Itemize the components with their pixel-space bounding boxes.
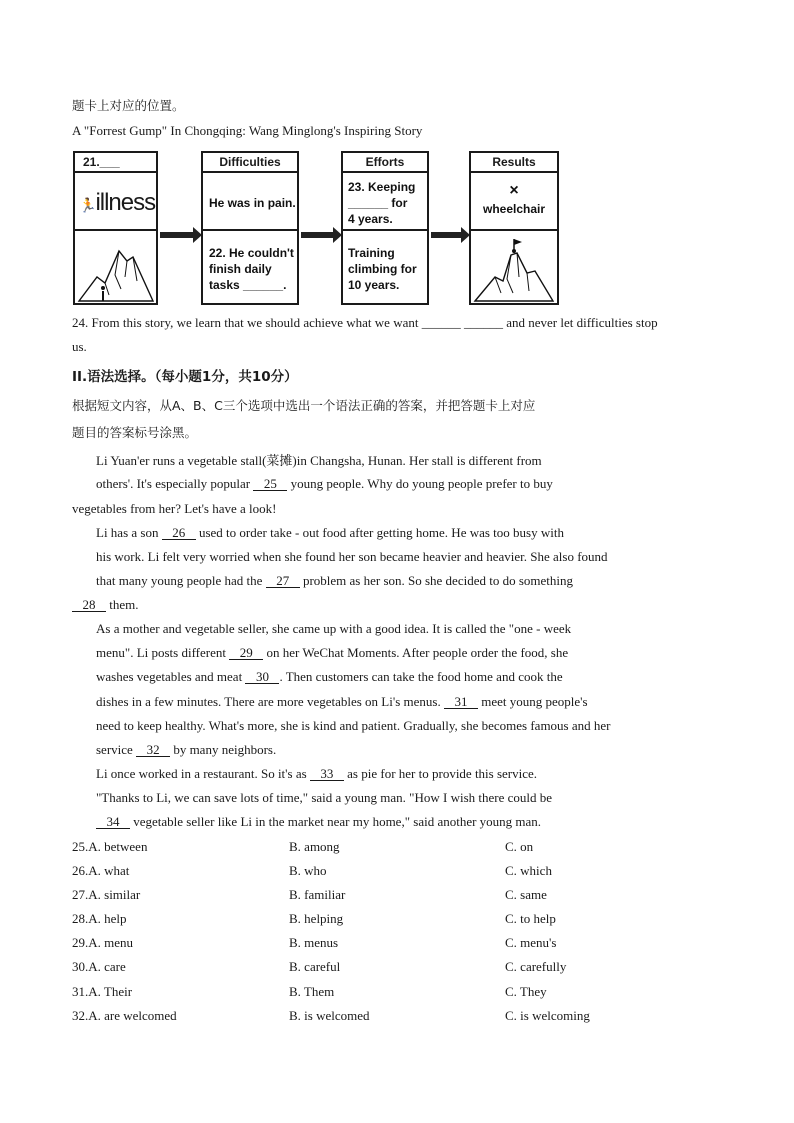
option-32-a[interactable]: 32.A. are welcomed xyxy=(72,1008,177,1023)
box-difficulties-bottom xyxy=(203,229,297,305)
difficulty-q22: 22. He couldn't finish daily tasks ______. xyxy=(209,246,294,292)
effort-training: Training climbing for 10 years. xyxy=(348,246,417,292)
blank-25[interactable]: 25 xyxy=(253,477,287,491)
illness-text: illness xyxy=(95,189,156,216)
passage-line: others'. It's especially popular 25 young people. Why do young people prefer to buy xyxy=(96,476,553,491)
blank-31[interactable]: 31 xyxy=(444,695,478,709)
passage-line: menu". Li posts different 29 on her WeChat Moments. After people order the food, she xyxy=(96,645,569,660)
option-27-c[interactable]: C. same xyxy=(505,887,547,902)
effort-q23: 23. Keeping ______ for 4 years. xyxy=(348,180,416,226)
passage-line: 28 them. xyxy=(72,597,139,613)
passage-line: his work. Li felt very worried when she found her son became heavier and heavier. She also found xyxy=(96,549,608,564)
passage-line: vegetables from her? Let's have a look! xyxy=(72,501,277,516)
box-topic-mountain xyxy=(75,229,156,305)
section-instruction-1: 根据短文内容，从A、B、C三个选项中选出一个语法正确的答案，并把答题卡上对应 xyxy=(72,398,536,413)
option-26-a[interactable]: 26.A. what xyxy=(72,863,130,878)
arrow-3 xyxy=(431,232,462,238)
option-26-c[interactable]: C. which xyxy=(505,863,552,878)
blank-28[interactable]: 28 xyxy=(72,598,106,612)
blank-26[interactable]: 26 xyxy=(162,526,196,540)
option-31-a[interactable]: 31.A. Their xyxy=(72,984,133,999)
passage-line: that many young people had the 27 problem as her son. So she decided to do something xyxy=(96,573,574,588)
option-27-b[interactable]: B. familiar xyxy=(289,887,346,902)
option-29-a[interactable]: 29.A. menu xyxy=(72,935,134,950)
mountain-icon xyxy=(75,231,156,305)
option-30-a[interactable]: 30.A. care xyxy=(72,959,126,974)
option-31-c[interactable]: C. They xyxy=(505,984,547,999)
option-28-a[interactable]: 28.A. help xyxy=(72,911,127,926)
section-title: II.语法选择。（每小题1分，共10分） xyxy=(72,369,298,385)
chart-box-difficulties xyxy=(201,151,299,305)
header-line: 题卡上对应的位置。 xyxy=(72,98,185,113)
option-28-c[interactable]: C. to help xyxy=(505,911,556,926)
passage-line: Li has a son 26 used to order take - out food after getting home. He was too busy with xyxy=(96,525,564,540)
box-results-header: Results xyxy=(471,153,557,173)
chart-box-efforts xyxy=(341,151,429,305)
option-29-c[interactable]: C. menu's xyxy=(505,935,557,950)
blank-32[interactable]: 32 xyxy=(136,743,170,757)
blank-29[interactable]: 29 xyxy=(229,646,263,660)
box-efforts-header: Efforts xyxy=(343,153,427,173)
option-30-b[interactable]: B. careful xyxy=(289,959,341,974)
cross-icon: × xyxy=(509,182,519,199)
blank-30[interactable]: 30 xyxy=(245,670,279,684)
section-instruction-2: 题目的答案标号涂黑。 xyxy=(72,425,198,440)
option-31-b[interactable]: B. Them xyxy=(289,984,335,999)
option-25-b[interactable]: B. among xyxy=(289,839,340,854)
option-27-a[interactable]: 27.A. similar xyxy=(72,887,141,902)
passage-line: Li Yuan'er runs a vegetable stall(菜摊)in Changsha, Hunan. Her stall is different from xyxy=(96,453,542,468)
illness-label xyxy=(79,189,155,217)
summit-flag-icon xyxy=(471,231,557,305)
option-28-b[interactable]: B. helping xyxy=(289,911,344,926)
box-results-mountain xyxy=(471,229,557,305)
passage-line: "Thanks to Li, we can save lots of time," said a young man. "How I wish there could be xyxy=(96,790,553,805)
option-30-c[interactable]: C. carefully xyxy=(505,959,567,974)
option-32-c[interactable]: C. is welcoming xyxy=(505,1008,590,1023)
arrow-2 xyxy=(301,232,334,238)
passage-line: washes vegetables and meat 30 . Then customers can take the food home and cook the xyxy=(96,669,563,684)
runner-figure-icon: 🏃 xyxy=(79,197,96,213)
option-32-b[interactable]: B. is welcomed xyxy=(289,1008,370,1023)
blank-34[interactable]: 34 xyxy=(96,815,130,829)
box-efforts-bottom xyxy=(343,229,427,305)
box-difficulties-header: Difficulties xyxy=(203,153,297,173)
difficulty-pain: He was in pain. xyxy=(209,196,296,210)
blank-27[interactable]: 27 xyxy=(266,574,300,588)
story-title: A "Forrest Gump" In Chongqing: Wang Minglong's Inspiring Story xyxy=(72,123,423,138)
option-26-b[interactable]: B. who xyxy=(289,863,327,878)
passage-line: need to keep healthy. What's more, she is kind and patient. Gradually, she becomes famous and her xyxy=(96,718,611,733)
result-wheelchair: wheelchair xyxy=(482,202,546,216)
chart-box-results xyxy=(469,151,559,305)
passage-line: service 32 by many neighbors. xyxy=(96,742,277,757)
chart-box-topic xyxy=(73,151,158,305)
passage-line: dishes in a few minutes. There are more vegetables on Li's menus. 31 meet young people's xyxy=(96,694,588,709)
option-25-a[interactable]: 25.A. between xyxy=(72,839,148,854)
passage-line: 34 vegetable seller like Li in the market near my home," said another young man. xyxy=(96,814,541,830)
box-topic-header: 21.___ xyxy=(75,153,156,173)
option-29-b[interactable]: B. menus xyxy=(289,935,339,950)
blank-33[interactable]: 33 xyxy=(310,767,344,781)
passage-line: Li once worked in a restaurant. So it's as 33 as pie for her to provide this service. xyxy=(96,766,538,781)
passage-line: As a mother and vegetable seller, she came up with a good idea. It is called the "one - week xyxy=(96,621,572,636)
question-24: 24. From this story, we learn that we should achieve what we want ______ ______ and never let difficulties stop xyxy=(72,315,658,330)
arrow-1 xyxy=(160,232,194,238)
question-24-cont: us. xyxy=(72,339,87,354)
option-25-c[interactable]: C. on xyxy=(505,839,534,854)
